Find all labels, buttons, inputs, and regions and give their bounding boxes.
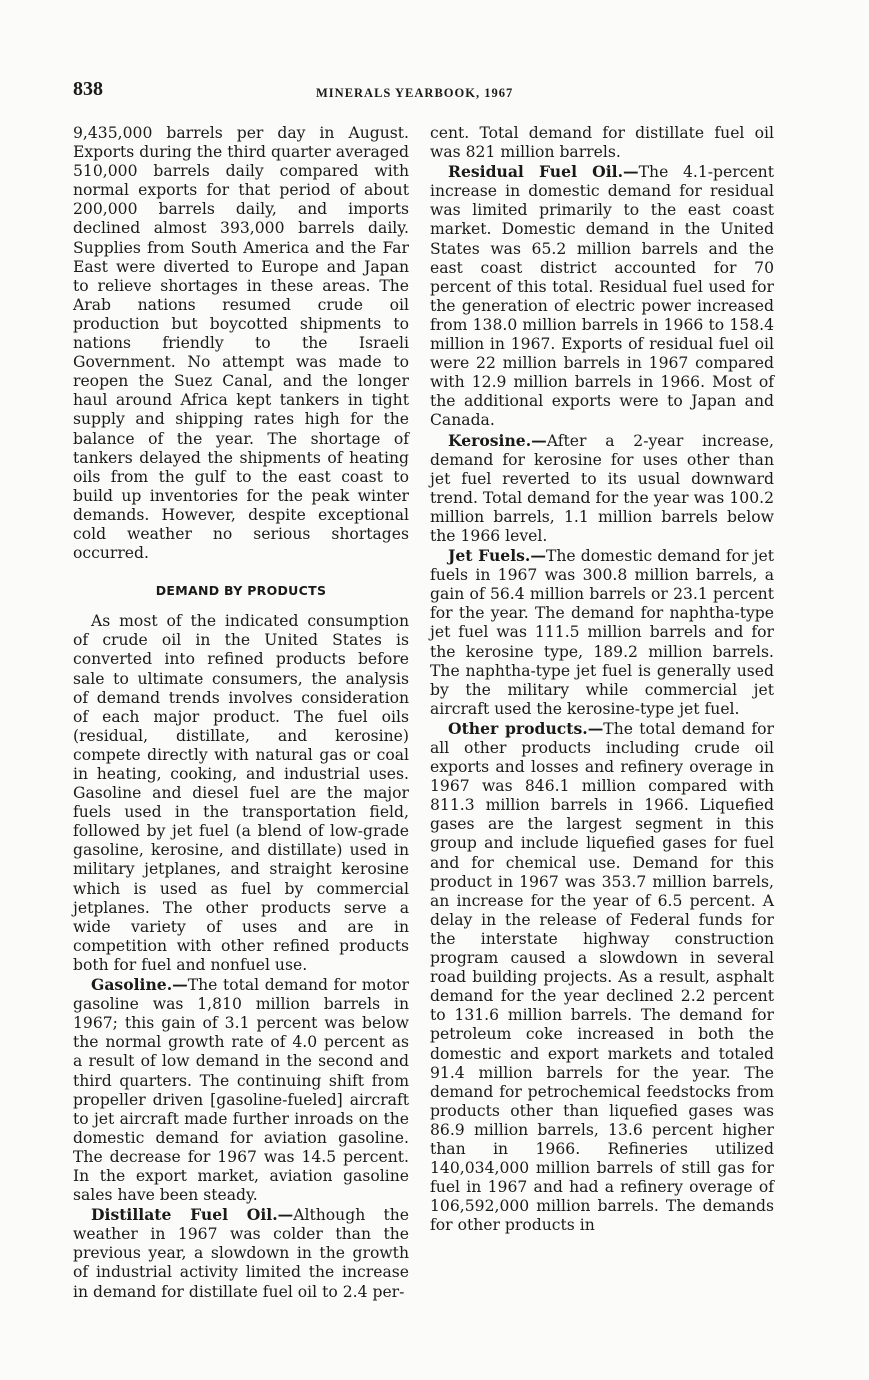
kerosine-heading: Kerosine.— — [448, 430, 547, 450]
other-products-heading: Other products.— — [448, 718, 604, 738]
distillate-continued: cent. Total demand for distillate fuel oil was 821 million barrels. — [430, 124, 774, 162]
distillate-heading: Distillate Fuel Oil.— — [91, 1205, 294, 1225]
other-products-paragraph — [430, 719, 774, 1236]
gasoline-heading: Gasoline.— — [91, 975, 188, 995]
left-column — [73, 124, 409, 1302]
residual-paragraph — [430, 162, 774, 430]
intro-paragraph: 9,435,000 barrels per day in August. Exports during the third quarter averaged 510,000 barrels daily compared with normal exports for that period of about 200,000 barrels daily, and imports declined almost 393,000 barrels daily. Supplies from South America and the Far East were diverted to Europe and Japan to relieve shortages in these areas. The Arab nations resumed crude oil production but boycotted shipments to nations friendly to the Israeli Government. No attempt was made to reopen the Suez Canal, and the longer haul around Africa kept tankers in tight supply and shipping rates high for the balance of the year. The shortage of tankers delayed the shipments of heating oils from the gulf to the east coast to build up inventories for the peak winter demands. However, despite exceptional cold weather no serious shortages occurred. — [73, 124, 409, 563]
distillate-paragraph — [73, 1205, 409, 1301]
demand-paragraph: As most of the indicated consumption of crude oil in the United States is converted into refined products before sale to ultimate consumers, the analysis of demand trends involves consideration of each major product. The fuel oils (residual, distillate, and kerosine) compete directly with natural gas or coal in heating, cooking, and industrial uses. Gasoline and diesel fuel are the major fuels used in the transportation field, followed by jet fuel (a blend of low-grade gasoline, kerosine, and distillate) used in military jetplanes, and straight kerosine which is used as fuel by commercial jetplanes. The other products serve a wide variety of uses and are in competition with other refined products both for fuel and nonfuel use. — [73, 612, 409, 974]
other-products-text: The total demand for all other products including crude oil exports and losses and refinery overage in 1967 was 846.1 million compared with 811.3 million barrels in 1966. Liquefied gases are the largest segment in this group and include liquefied gases for fuel and for chemical use. Demand for this product in 1967 was 353.7 million barrels, an increase for the year of 6.5 percent. A delay in the release of Federal funds for the interstate highway construction program caused a slowdown in several road building projects. As a result, asphalt demand for the year declined 2.2 percent to 131.6 million barrels. The demand for petroleum coke increased in both the domestic and export markets and totaled 91.4 million barrels for the year. The demand for petrochemical feedstocks from products other than liquefied gases was 86.9 million barrels, 13.6 percent higher than in 1966. Refineries utilized 140,034,000 million barrels of still gas for fuel in 1967 and had a refinery overage of 106,592,000 million barrels. The demands for other products in — [430, 719, 774, 1235]
section-heading-demand-by-products: DEMAND BY PRODUCTS — [155, 583, 327, 599]
gasoline-text: The total demand for motor gasoline was 1,810 million barrels in 1967; this gain of 3.1 percent was below the normal growth rate of 4.0 percent as a result of low demand in the second and third quarters. The continuing shift from propeller driven [gasoline-fueled] aircraft to jet aircraft made further inroads on the domestic demand for aviation gasoline. The decrease for 1967 was 14.5 percent. In the export market, aviation gasoline sales have been steady. — [73, 976, 409, 1205]
distillate-text: Although the weather in 1967 was colder than the previous year, a slowdown in the growth of industrial activity limited the increase in demand for distillate fuel oil to 2.4 per- — [73, 1206, 409, 1301]
kerosine-paragraph — [430, 431, 774, 547]
gasoline-paragraph — [73, 975, 409, 1205]
jet-fuels-paragraph — [430, 546, 774, 719]
residual-heading: Residual Fuel Oil.— — [448, 162, 639, 182]
jet-fuels-text: The domestic demand for jet fuels in 1967 was 300.8 million barrels, a gain of 56.4 million barrels or 23.1 percent for the year. The demand for naphtha-type jet fuel was 111.5 million barrels and for the kerosine type, 189.2 million barrels. The naphtha-type jet fuel is generally used by the military while commercial jet aircraft used the kerosine-type jet fuel. — [430, 547, 775, 718]
page-number: 838 — [73, 78, 103, 100]
right-column — [430, 124, 774, 1235]
residual-text: The 4.1-percent increase in domestic demand for residual was limited primarily to the east coast market. Domestic demand in the United States was 65.2 million barrels and the east coast district accounted for 70 percent of this total. Residual fuel used for the generation of electric power increased from 138.0 million barrels in 1966 to 158.4 million in 1967. Exports of residual fuel oil were 22 million barrels in 1967 compared with 12.9 million barrels in 1966. Most of the additional exports were to Japan and Canada. — [430, 163, 774, 430]
running-title: MINERALS YEARBOOK, 1967 — [316, 86, 514, 100]
kerosine-text: After a 2-year increase, demand for kerosine for uses other than jet fuel reverted to its usual downward trend. Total demand for the year was 100.2 million barrels, 1.1 million barrels below the 1966 level. — [430, 431, 774, 545]
jet-fuels-heading: Jet Fuels.— — [448, 546, 546, 566]
